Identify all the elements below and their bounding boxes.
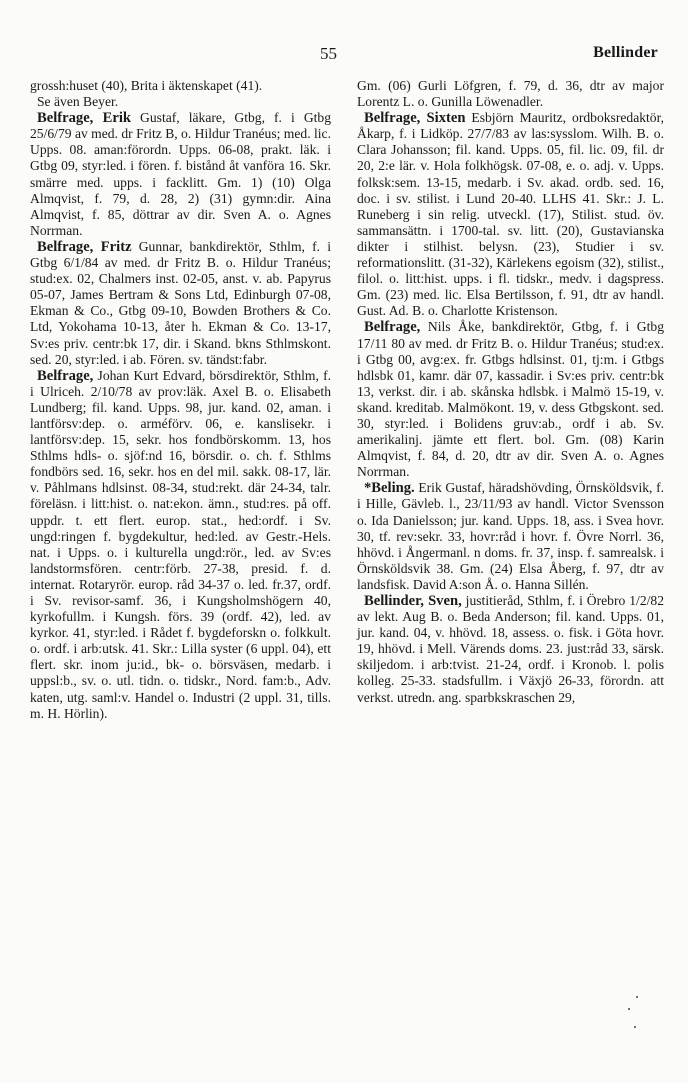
dictionary-entry xyxy=(357,319,664,480)
entry-text: Erik Gustaf, häradshövding, Örnsköldsvik, f. i Hille, Gävleb. l., 23/11/93 av handl. Victor Svensson o. Ida Danielsson; jur. kand. Upps. 18, ass. i Svea hovr. 30, tf. rev:sekr. 33, hovr:råd i hovr. f. Övre Norrl. 36, hhövd. i Ångermanl. n doms. fr. 37, insp. f. samrealsk. i Örnsköldsvik 38. Gm. (24) Elsa Åberg, f. 97, dtr av landsfisk. David A:son Å. o. Hanna Sillén. xyxy=(357,480,664,592)
page-header xyxy=(0,44,688,68)
left-column xyxy=(30,78,331,722)
dictionary-entry xyxy=(357,593,664,706)
dictionary-entry xyxy=(30,110,331,239)
entry-headword: Belfrage, Fritz xyxy=(37,238,132,255)
stray-marks xyxy=(622,996,642,1036)
running-head: Bellinder xyxy=(593,44,658,61)
dictionary-entry xyxy=(30,94,331,110)
entry-text: Esbjörn Mauritz, ordboksredaktör, Åkarp, f. i Lidköp. 27/7/83 av las:sysslom. Wilh. B. o. Clara Johansson; fil. kand. Upps. 05, fil. lic. 09, fil. dr 20, 2:e lär. v. Hola folkhögsk. 07-08, e. o. adj. v. Upps. folksk:sem. 13-15, medarb. i Sv. akad. ordb. sed. 16, doc. i sv. stilist. i Lund 20-40. LLHS 41. Skr.: J. L. Runeberg i sin relig. utveckl. (17), Stilist. stud. öv. sammansättn. i 1700-tal. sv. litt. (20), Gustavianska dikter i stilhist. belysn. (23), Studier i sv. reformationslitt. (31-32), Kärlekens egoism (32), stilist., filol. o. litt:hist. upps. i fl. tidskr., medv. i dagspress. Gm. (23) med. lic. Elsa Bertilsson, f. 91, dtr av handl. Gust. Ad. B. o. Charlotte Kristenson. xyxy=(357,110,664,319)
entry-text: Gustaf, läkare, Gtbg, f. i Gtbg 25/6/79 av med. dr Fritz B, o. Hildur Tranéus; med. lic. Upps. 08. aman:förordn. Upps. 06-08, prakt. läk. i Gtbg 09, styr:led. i fören. f. bistånd åt vanföra 16. Skr. smärre med. upps. i facklitt. Gm. 1) (10) Olga Almqvist, f. 79, d. 28, 2) (31) gymn:dir. Aina Almqvist, f. 85, döttrar av dir. Sven A. o. Agnes Norrman. xyxy=(30,110,332,238)
entry-headword: Bellinder, Sven, xyxy=(364,593,462,609)
entry-headword: Belfrage, xyxy=(364,319,421,336)
dictionary-entry xyxy=(357,110,664,319)
page-number: 55 xyxy=(320,44,337,63)
entry-text: Nils Åke, bankdirektör, Gtbg, f. i Gtbg 17/11 80 av med. dr Fritz B. o. Hildur Tranéus; stud:ex. i Gtbg 00, avg:ex. fr. Gtbgs hdlsinst. 01, tj:m. i Gtbgs hdlsbk 01, kamr. där 07, kassadir. i Sv:es priv. centr:bk 13, verkst. dir. i ab. skånska hdlsbk. i Malmö 15-19, v. skand. kreditab. Malmökont. 19, v. dess Gtbgskont. sed. 30, styr:led. i Bolidens gruv:ab., ordf i ab. Sv. amerikalinj. jämte ett flert. bol. Gm. (08) Karin Almqvist, f. 84, d. 20, dtr av dir. Sven A. o. Agnes Norrman. xyxy=(357,319,664,480)
entry-continuation xyxy=(30,78,331,94)
entry-text: justitieråd, Sthlm, f. i Örebro 1/2/82 av lekt. Aug B. o. Beda Anderson; fil. kand. Upps. 01, jur. kand. 04, v. hhövd. 18, assess. o. fisk. i Göta hovr. 19, hhövd. i Mell. Värends doms. 23. just:råd 33, särsk. skiljedom. i arb:tvist. 21-24, ordf. i Kronob. l. polis kolleg. 25-33. stadsfullm. i Växjö 26-33, förordn. att verkst. utredn. ang. sparbkskraschen 29, xyxy=(357,593,664,705)
dictionary-entry xyxy=(30,239,331,368)
entry-text: Gunnar, bankdirektör, Sthlm, f. i Gtbg 6/1/84 av med. dr Fritz B. o. Hildur Tranéus; stud:ex. 02, Chalmers inst. 02-05, anst. v. ab. Papyrus 05-07, James Bertram & Sons Ltd, Edinburgh 07-08, Ekman & Co., Gtbg 09-10, Bowden Brothers & Co. Ltd, Yokohama 10-13, åter h. Ekman & Co. 13-17, Sv:es priv. centr:bk 17, dir. i Skand. bkns Sthlmskont. sed. 20, styr:led. i ab. Fören. sv. tändst:fabr. xyxy=(30,238,331,367)
dictionary-entry xyxy=(30,368,331,722)
entry-text: Se även Beyer. xyxy=(37,94,119,110)
entry-text: grossh:huset (40), Brita i äktenskapet (41). xyxy=(30,78,263,93)
dictionary-entry xyxy=(357,480,664,593)
entry-text: Gm. (06) Gurli Löfgren, f. 79, d. 36, dtr av major Lorentz L. o. Gunilla Löwenadler. xyxy=(357,78,664,110)
right-column xyxy=(357,78,664,706)
entry-headword: Belfrage, Erik xyxy=(37,110,132,127)
entry-headword: Belfrage, xyxy=(37,367,94,384)
entry-text: Johan Kurt Edvard, börsdirektör, Sthlm, f. i Ulriceh. 2/10/78 av prov:läk. Axel B. o. Elisabeth Lundberg; fil. kand. Upps. 98, jur. kand. 02, aman. i lantförsv:dep. o. arméförv. 06, e. kanslisekr. i lantförsv:dep. 15, sekr. hos fondbörskomm. 13, hos Sthlms hdls- o. sjöf:nd 16, börsdir. o. ch. f. Sthlms fondbörs sed. 16, sekr. hos en del mil. sakk. 08-17, lär. v. Påhlmans hdlsinst. 08-34, stud:rekt. där 24-34, talr. föreläsn. i litt:hist. o. nat:ekon. ämn., stud:res. på off. uppdr. t. ett flert. europ. stat., hed:ordf. i Sv. ungd:ringen f. bygdekultur, hed:led. av Gestr.-Hels. nat. i Upps. o. i kulturella ungd:rör., led. av Sv:es landstormsfören. centr:förb. 27-38, presid. f. d. internat. Rotaryrör. europ. råd 34-37 o. led. fr.37, ordf. i Sv. revisor-samf. 36, i Kungsholmshögern 40, kyrkofullm. i Kungsh. förs. 39 (ordf. 42), led. av kyrkor. 41, styr:led. i Rådet f. bygdeforskn o. folkkult. o. ordf. i arb:utsk. 41. Skr.: Lilla syster (6 uppl. 04), ett flert. skr. inom ju:id., bk- o. börsväsen, medarb. i uppsl:b., sv. o. utl. tidn. o. tidskr., Nord. fam:b., Adv. katen, utg. saml:v. Handel o. Industri (2 uppl. 31, tills. m. H. Hörlin). xyxy=(30,367,331,721)
entry-headword: *Beling. xyxy=(364,480,415,497)
entry-continuation xyxy=(357,78,664,110)
entry-headword: Belfrage, Sixten xyxy=(364,110,466,127)
